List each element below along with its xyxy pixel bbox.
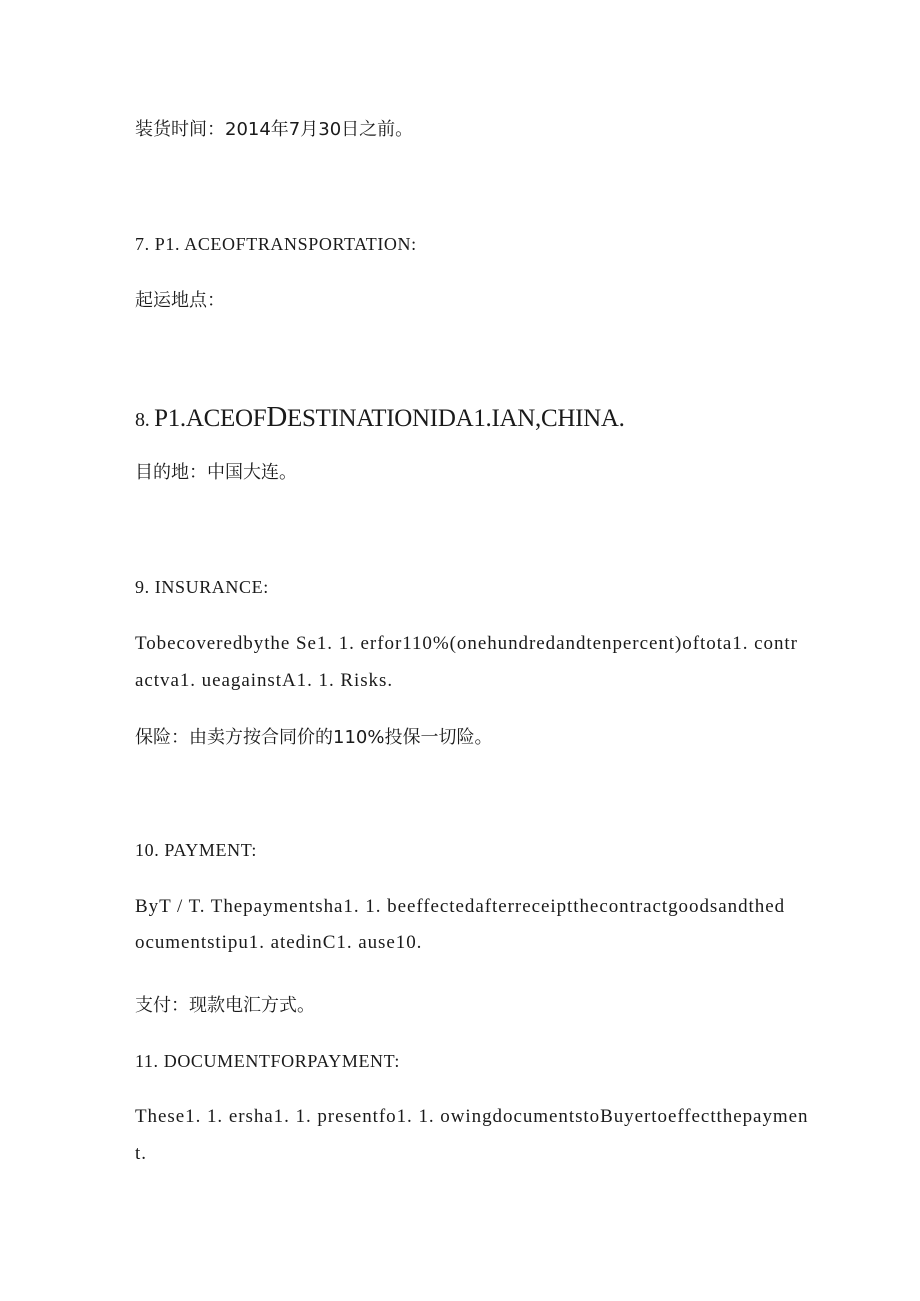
clause-10-heading: 10. PAYMENT:	[135, 840, 258, 860]
clause-8-heading	[135, 402, 625, 435]
clause-7-heading: 7. P1. ACEOFTRANSPORTATION:	[135, 234, 417, 254]
payment-cn-line: 支付：现款电汇方式。	[135, 995, 315, 1016]
origin-line: 起运地点：	[135, 290, 225, 311]
payment-text-line-2: ocumentstipu1. atedinC1. ause10.	[135, 932, 423, 953]
clause-8-part1: P1.ACEOF	[154, 405, 267, 432]
clause-8-part2: ESTINATIONIDA1.IAN,CHINA.	[286, 405, 625, 432]
documents-text-line-1: These1. 1. ersha1. 1. presentfo1. 1. owingdocumentstoBuyertoeffectthepaymen	[135, 1106, 809, 1127]
clause-11-heading: 11. DOCUMENTFORPAYMENT:	[135, 1051, 400, 1071]
destination-line: 目的地：中国大连。	[135, 462, 297, 483]
documents-text-line-2: t.	[135, 1143, 147, 1164]
insurance-text-line-2: actva1. ueagainstA1. 1. Risks.	[135, 670, 394, 691]
clause-9-heading: 9. INSURANCE:	[135, 577, 269, 597]
loading-time-line: 装货时间：2014年7月30日之前。	[135, 119, 414, 140]
clause-8-cap-d: D	[266, 401, 287, 433]
clause-8-number: 8.	[135, 409, 155, 431]
insurance-cn-line: 保险：由卖方按合同价的110%投保一切险。	[135, 727, 493, 748]
payment-text-line-1: ByT / T. Thepaymentsha1. 1. beeffectedafterreceiptthecontractgoodsandthed	[135, 896, 786, 917]
insurance-text-line-1: Tobecoveredbythe Se1. 1. erfor110%(onehundredandtenpercent)oftota1. contr	[135, 633, 798, 654]
